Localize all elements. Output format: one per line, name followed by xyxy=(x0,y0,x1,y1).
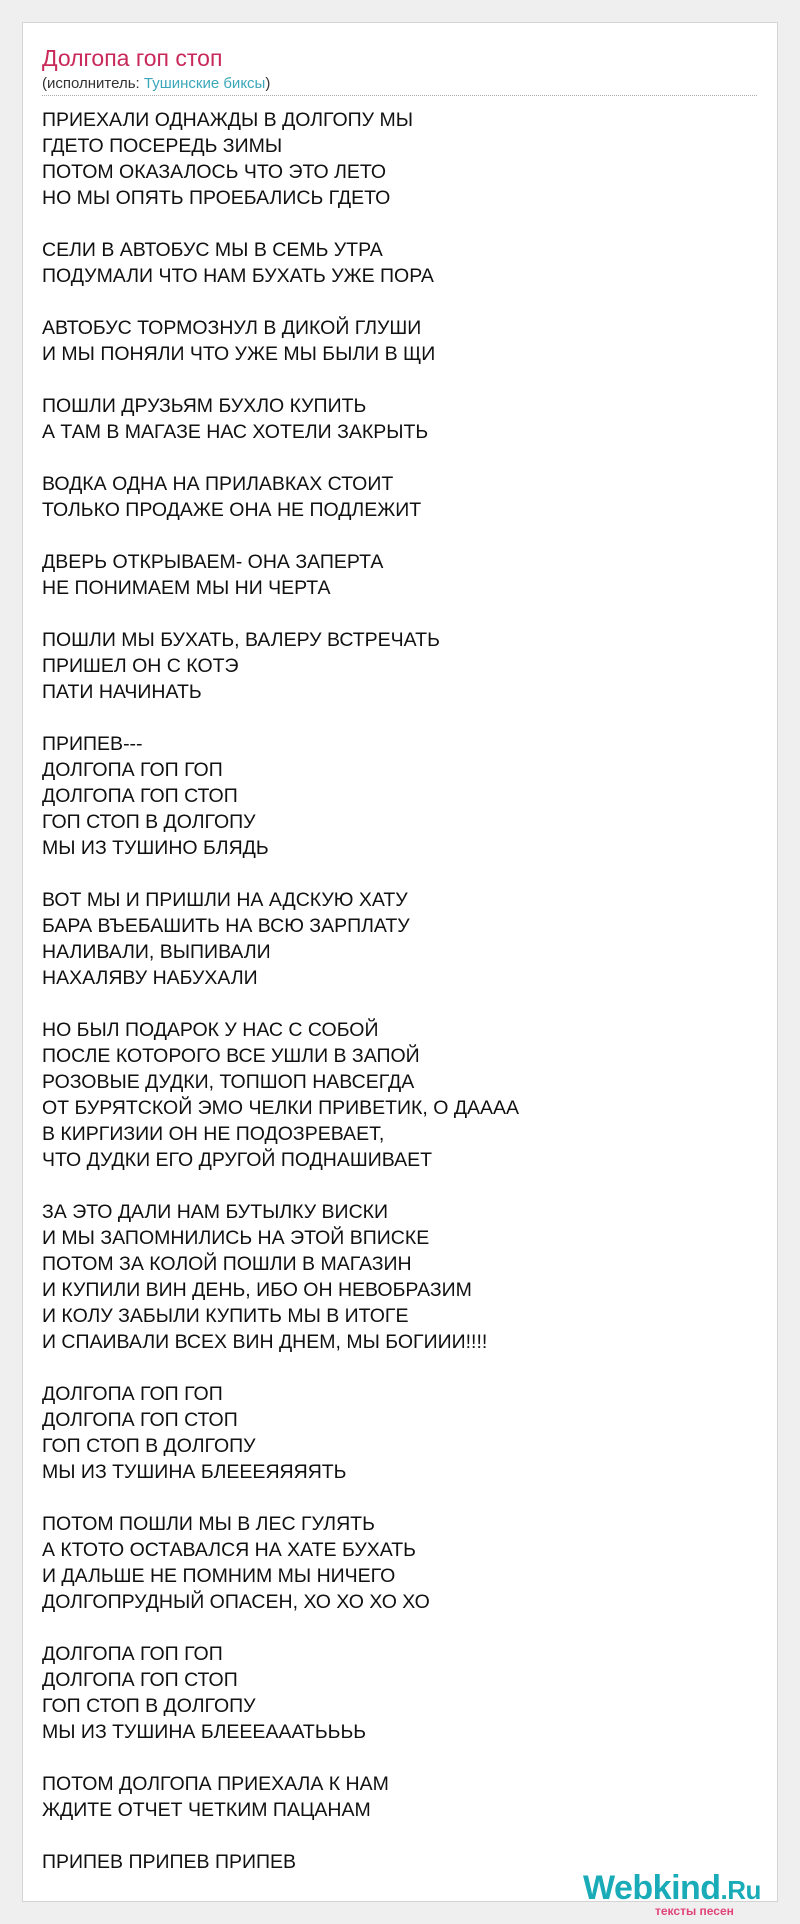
lyric-line: ПОТОМ ЗА КОЛОЙ ПОШЛИ В МАГАЗИН xyxy=(42,1253,412,1275)
lyrics-stanza xyxy=(42,1199,757,1355)
lyric-line: ДОЛГОПА ГОП СТОП xyxy=(42,785,238,807)
lyric-line: ДОЛГОПА ГОП ГОП xyxy=(42,1643,223,1665)
artist-suffix: ) xyxy=(265,75,271,92)
lyric-line: ПРИПЕВ ПРИПЕВ ПРИПЕВ xyxy=(42,1851,297,1873)
lyric-line: НО БЫЛ ПОДАРОК У НАС С СОБОЙ xyxy=(42,1019,379,1041)
lyrics-stanza xyxy=(42,315,757,367)
lyric-line: РОЗОВЫЕ ДУДКИ, ТОПШОП НАВСЕГДА xyxy=(42,1071,415,1093)
artist-line xyxy=(42,75,270,93)
lyric-line: ПРИШЕЛ ОН С КОТЭ xyxy=(42,655,239,677)
lyric-line: ЧТО ДУДКИ ЕГО ДРУГОЙ ПОДНАШИВАЕТ xyxy=(42,1149,433,1171)
lyric-line: ПОТОМ ДОЛГОПА ПРИЕХАЛА К НАМ xyxy=(42,1773,389,1795)
lyric-line: ГОП СТОП В ДОЛГОПУ xyxy=(42,1695,256,1717)
song-title: Долгопа гоп стоп xyxy=(42,45,223,71)
lyric-line: ПОТОМ ОКАЗАЛОСЬ ЧТО ЭТО ЛЕТО xyxy=(42,161,387,183)
lyric-line: И КОЛУ ЗАБЫЛИ КУПИТЬ МЫ В ИТОГЕ xyxy=(42,1305,409,1327)
title-divider xyxy=(42,95,757,96)
lyric-line: ПОШЛИ ДРУЗЬЯМ БУХЛО КУПИТЬ xyxy=(42,395,367,417)
lyric-line: НАХАЛЯВУ НАБУХАЛИ xyxy=(42,967,258,989)
lyric-line: ГДЕТО ПОСЕРЕДЬ ЗИМЫ xyxy=(42,135,283,157)
lyric-line: А КТОТО ОСТАВАЛСЯ НА ХАТЕ БУХАТЬ xyxy=(42,1539,416,1561)
logo-wordmark xyxy=(583,1870,761,1908)
lyrics-stanza xyxy=(42,1381,757,1485)
lyric-line: ПРИЕХАЛИ ОДНАЖДЫ В ДОЛГОПУ МЫ xyxy=(42,109,413,131)
lyrics-stanza xyxy=(42,887,757,991)
lyric-line: В КИРГИЗИИ ОН НЕ ПОДОЗРЕВАЕТ, xyxy=(42,1123,385,1145)
lyrics-stanza xyxy=(42,627,757,705)
lyric-line: ГОП СТОП В ДОЛГОПУ xyxy=(42,811,256,833)
lyric-line: ГОП СТОП В ДОЛГОПУ xyxy=(42,1435,256,1457)
lyric-line: И МЫ ПОНЯЛИ ЧТО УЖЕ МЫ БЫЛИ В ЩИ xyxy=(42,343,436,365)
lyric-line: НАЛИВАЛИ, ВЫПИВАЛИ xyxy=(42,941,271,963)
lyric-line: МЫ ИЗ ТУШИНО БЛЯДЬ xyxy=(42,837,269,859)
lyrics-stanza xyxy=(42,237,757,289)
webkind-logo[interactable] xyxy=(583,1870,798,1922)
lyric-line: ДОЛГОПА ГОП ГОП xyxy=(42,759,223,781)
lyric-line: НО МЫ ОПЯТЬ ПРОЕБАЛИСЬ ГДЕТО xyxy=(42,187,391,209)
lyric-line: ДОЛГОПА ГОП ГОП xyxy=(42,1383,223,1405)
lyrics-body xyxy=(42,107,757,1901)
lyrics-stanza xyxy=(42,393,757,445)
artist-link[interactable]: Тушинские биксы xyxy=(143,75,266,92)
logo-tagline: тексты песен xyxy=(655,1904,734,1918)
lyric-line: И КУПИЛИ ВИН ДЕНЬ, ИБО ОН НЕВОБРАЗИМ xyxy=(42,1279,472,1301)
lyric-line: ПАТИ НАЧИНАТЬ xyxy=(42,681,202,703)
lyric-line: И МЫ ЗАПОМНИЛИСЬ НА ЭТОЙ ВПИСКЕ xyxy=(42,1227,430,1249)
lyric-line: И ДАЛЬШЕ НЕ ПОМНИМ МЫ НИЧЕГО xyxy=(42,1565,396,1587)
lyrics-stanza xyxy=(42,1511,757,1615)
lyric-line: МЫ ИЗ ТУШИНА БЛЕЕЕАААТЬЬЬЬ xyxy=(42,1721,367,1743)
lyrics-stanza xyxy=(42,107,757,211)
lyric-line: ПОДУМАЛИ ЧТО НАМ БУХАТЬ УЖЕ ПОРА xyxy=(42,265,434,287)
lyric-line: ЖДИТЕ ОТЧЕТ ЧЕТКИМ ПАЦАНАМ xyxy=(42,1799,371,1821)
lyrics-stanza xyxy=(42,1641,757,1745)
artist-prefix: (исполнитель: xyxy=(42,75,144,92)
lyric-line: А ТАМ В МАГАЗЕ НАС ХОТЕЛИ ЗАКРЫТЬ xyxy=(42,421,429,443)
lyric-line: ВОДКА ОДНА НА ПРИЛАВКАХ СТОИТ xyxy=(42,473,394,495)
lyric-line: ОТ БУРЯТСКОЙ ЭМО ЧЕЛКИ ПРИВЕТИК, О ДАААА xyxy=(42,1097,520,1119)
lyric-line: ДОЛГОПРУДНЫЙ ОПАСЕН, ХО ХО ХО ХО xyxy=(42,1591,430,1613)
lyric-line: ТОЛЬКО ПРОДАЖЕ ОНА НЕ ПОДЛЕЖИТ xyxy=(42,499,422,521)
lyrics-stanza xyxy=(42,549,757,601)
lyric-line: ДОЛГОПА ГОП СТОП xyxy=(42,1409,238,1431)
lyric-line: ПОТОМ ПОШЛИ МЫ В ЛЕС ГУЛЯТЬ xyxy=(42,1513,375,1535)
logo-tld: .Ru xyxy=(720,1875,761,1905)
lyric-line: БАРА ВЪЕБАШИТЬ НА ВСЮ ЗАРПЛАТУ xyxy=(42,915,410,937)
lyric-line: ВОТ МЫ И ПРИШЛИ НА АДСКУЮ ХАТУ xyxy=(42,889,408,911)
logo-brand: Webkind xyxy=(583,1869,721,1907)
lyric-line: ЗА ЭТО ДАЛИ НАМ БУТЫЛКУ ВИСКИ xyxy=(42,1201,389,1223)
lyric-line: ПОШЛИ МЫ БУХАТЬ, ВАЛЕРУ ВСТРЕЧАТЬ xyxy=(42,629,440,651)
lyrics-page xyxy=(22,22,778,1918)
lyric-line: И СПАИВАЛИ ВСЕХ ВИН ДНЕМ, МЫ БОГИИИ!!!! xyxy=(42,1331,488,1353)
lyric-line: ПРИПЕВ--- xyxy=(42,733,143,755)
lyric-line: ДОЛГОПА ГОП СТОП xyxy=(42,1669,238,1691)
lyric-line: ПОСЛЕ КОТОРОГО ВСЕ УШЛИ В ЗАПОЙ xyxy=(42,1045,420,1067)
lyric-line: МЫ ИЗ ТУШИНА БЛЕЕЕЯЯЯЯТЬ xyxy=(42,1461,347,1483)
lyrics-stanza xyxy=(42,1017,757,1173)
lyric-line: НЕ ПОНИМАЕМ МЫ НИ ЧЕРТА xyxy=(42,577,331,599)
lyrics-stanza xyxy=(42,471,757,523)
lyric-line: ДВЕРЬ ОТКРЫВАЕМ- ОНА ЗАПЕРТА xyxy=(42,551,384,573)
lyrics-stanza xyxy=(42,1771,757,1823)
lyrics-stanza xyxy=(42,731,757,861)
lyric-line: СЕЛИ В АВТОБУС МЫ В СЕМЬ УТРА xyxy=(42,239,383,261)
lyric-line: АВТОБУС ТОРМОЗНУЛ В ДИКОЙ ГЛУШИ xyxy=(42,317,422,339)
